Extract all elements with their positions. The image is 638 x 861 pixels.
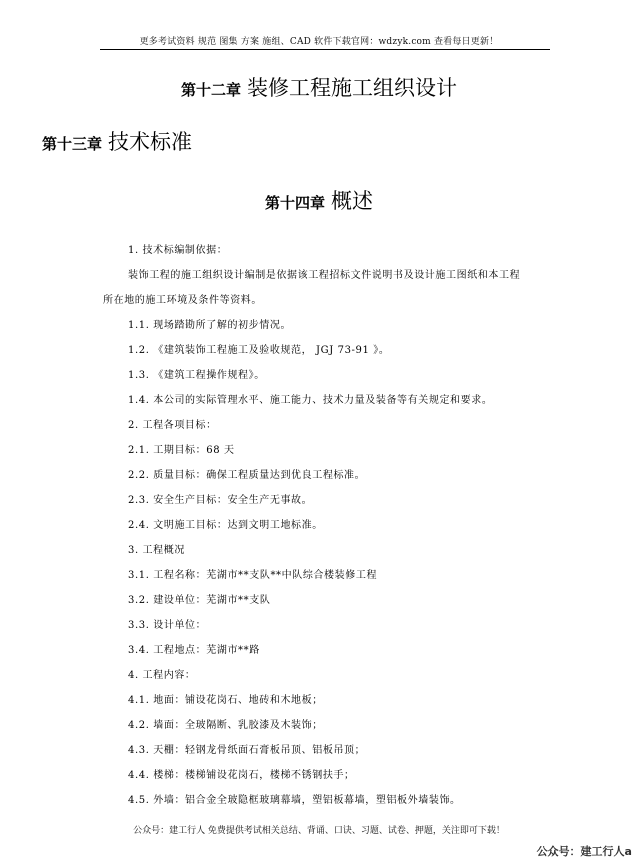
section-4-heading: 4. 工程内容： — [128, 670, 196, 681]
list-item: 4.5. 外墙：铝合金全玻隐框玻璃幕墙，塑铝板幕墙，塑铝板外墙装饰。 — [128, 795, 461, 806]
list-item: 1.4. 本公司的实际管理水平、施工能力、技术力量及装备等有关规定和要求。 — [128, 395, 493, 406]
paragraph-line: 所在地的施工环境及条件等资料。 — [103, 295, 262, 306]
section-2-heading: 2. 工程各项目标： — [128, 420, 217, 431]
header-note: 更多考试资料 规范 图集 方案 施组、CAD 软件下载官网：wdzyk.com 查看每日更新！ — [139, 37, 499, 47]
list-item: 4.1. 地面：铺设花岗石、地砖和木地板； — [128, 695, 323, 706]
list-item: 1.2. 《建筑装饰工程施工及验收规范， JGJ 73-91 》。 — [128, 345, 390, 356]
section-1-heading: 1. 技术标编制依据： — [128, 245, 228, 256]
list-item: 4.2. 墙面：全玻隔断、乳胶漆及木装饰； — [128, 720, 323, 731]
chapter-13-number: 第十三章 — [42, 135, 103, 153]
list-item: 2.3. 安全生产目标：安全生产无事故。 — [128, 495, 313, 506]
chapter-14-number: 第十四章 — [264, 194, 325, 212]
section-3-heading: 3. 工程概况 — [128, 545, 185, 556]
chapter-12-number: 第十二章 — [180, 81, 241, 99]
list-item: 3.1. 工程名称：芜湖市**支队**中队综合楼装修工程 — [128, 570, 378, 581]
chapter-14-heading — [0, 185, 638, 215]
chapter-12-heading — [0, 72, 638, 102]
chapter-12-title: 装修工程施工组织设计 — [247, 76, 457, 100]
list-item: 2.2. 质量目标：确保工程质量达到优良工程标准。 — [128, 470, 366, 481]
list-item: 3.4. 工程地点：芜湖市**路 — [128, 645, 260, 656]
chapter-13-heading — [42, 126, 192, 156]
chapter-14-title: 概述 — [331, 189, 373, 213]
header-rule — [100, 49, 550, 50]
watermark-label: 公众号：建工行人a — [536, 845, 632, 858]
list-item: 1.1. 现场踏勘所了解的初步情况。 — [128, 320, 292, 331]
list-item: 2.1. 工期目标：68 天 — [128, 445, 235, 456]
footer-note: 公众号：建工行人 免费提供考试相关总结、背诵、口诀、习题、试卷、押题，关注即可下载！ — [133, 826, 505, 836]
list-item: 3.2. 建设单位：芜湖市**支队 — [128, 595, 271, 606]
list-item: 4.3. 天棚：轻钢龙骨纸面石膏板吊顶、铝板吊顶； — [128, 745, 366, 756]
paragraph-line: 装饰工程的施工组织设计编制是依据该工程招标文件说明书及设计施工图纸和本工程 — [128, 270, 521, 281]
list-item: 3.3. 设计单位： — [128, 620, 207, 631]
list-item: 2.4. 文明施工目标：达到文明工地标准。 — [128, 520, 323, 531]
list-item: 4.4. 楼梯：楼梯铺设花岗石，楼梯不锈钢扶手； — [128, 770, 355, 781]
chapter-13-title: 技术标准 — [108, 130, 193, 154]
list-item: 1.3. 《建筑工程操作规程》。 — [128, 370, 265, 381]
